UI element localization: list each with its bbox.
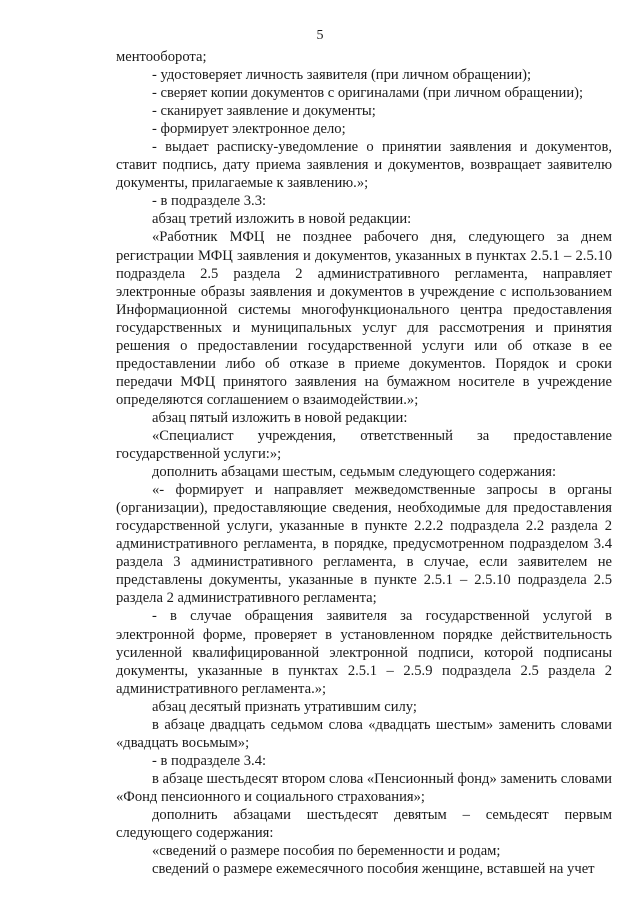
paragraph: в абзаце двадцать седьмом слова «двадцать шестым» заменить словами «двадцать восьмым»; [116,716,612,751]
paragraph: дополнить абзацами шестьдесят девятым – семьдесят первым следующего содержания: [116,806,612,842]
paragraph: сведений о размере ежемесячного пособия женщине, вставшей на учет [152,861,595,878]
paragraph: в абзаце шестьдесят втором слова «Пенсионный фонд» заменить словами «Фонд пенсионного и социального страхования»; [116,770,612,805]
paragraph: - в подразделе 3.4: [152,752,267,769]
paragraph: «Специалист учреждения, ответственный за предоставление государственной услуги:»; [116,427,612,463]
paragraph: абзац третий изложить в новой редакции: [152,211,412,228]
paragraph: - в случае обращения заявителя за государственной услугой в электронной форме, проверяет в установленном порядке действительность усиленной квалифицированной электронной подписи, которой подписаны документы, указанные в пунктах 2.5.1 – 2.5.9 подраздела 2.5 раздела 2 административного регламента.»; [116,608,612,697]
paragraph: абзац десятый признать утратившим силу; [152,698,417,715]
paragraph: - выдает расписку-уведомление о принятии заявления и документов, ставит подпись, дату приема заявления и документов, возвращает заявителю документы, прилагаемые к заявлению.»; [116,139,612,192]
paragraph: - сканирует заявление и документы; [152,103,376,120]
paragraph: - удостоверяет личность заявителя (при личном обращении); [152,67,532,84]
paragraph: абзац пятый изложить в новой редакции: [152,409,408,426]
paragraph: «сведений о размере пособия по беременности и родам; [152,843,501,860]
paragraph: ментооборота; [116,49,207,65]
paragraph: дополнить абзацами шестым, седьмым следующего содержания: [152,464,557,481]
paragraph: - в подразделе 3.3: [152,193,267,210]
paragraph: - сверяет копии документов с оригиналами (при личном обращении); [152,85,584,102]
paragraph: «- формирует и направляет межведомственные запросы в органы (организации), предоставляющие сведения, необходимые для предоставления государственной услуги, указанные в пункте 2.2.2 подраздела 2.2 раздела 2 административного регламента, в порядке, предусмотренном подразделом 3.4 раздела 3 административного регламента, в случае, если заявителем не представлены документы, указанные в пункте 2.5.1 – 2.5.10 подраздела 2.5 раздела 2 административного регламента; [116,482,612,607]
paragraph: «Работник МФЦ не позднее рабочего дня, следующего за днем регистрации МФЦ заявления и документов, указанных в пунктах 2.5.1 – 2.5.10 подраздела 2.5 раздела 2 административного регламента, направляет электронные образы заявления и документов в учреждение с использованием Информационной системы многофункционального центра предоставления государственных и муниципальных услуг для рассмотрения и принятия решения о предоставлении государственной услуги или об отказе в ее предоставлении либо об отказе в приеме документов. Порядок и сроки передачи МФЦ принятого заявления на бумажном носителе в учреждение определяются соглашением о взаимодействии.»; [116,229,612,408]
body-text [116,48,612,878]
paragraph: - формирует электронное дело; [152,121,346,138]
page-number: 5 [316,28,324,43]
